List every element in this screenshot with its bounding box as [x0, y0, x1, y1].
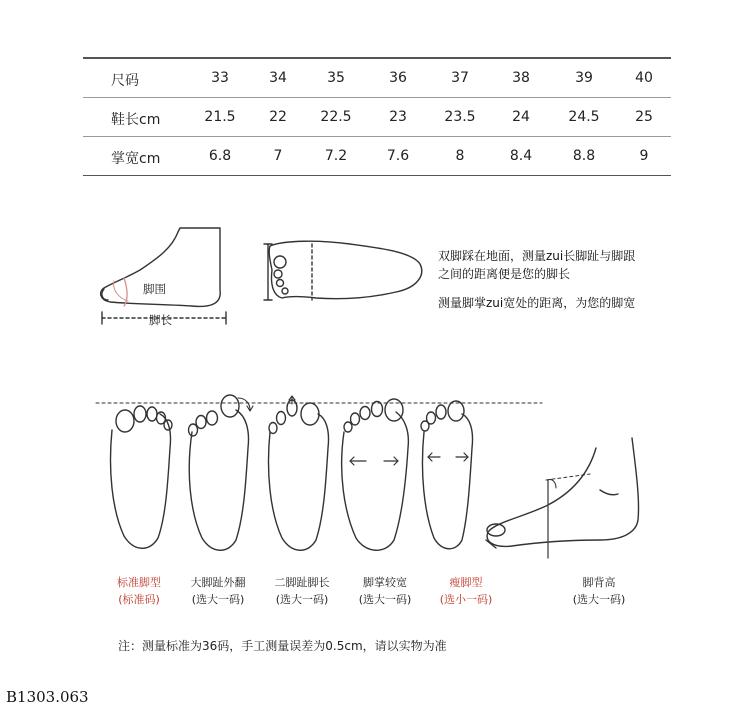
caption-slim-foot [424, 574, 508, 608]
table-cell: 6.8 [208, 147, 232, 164]
table-cell: 8 [455, 147, 465, 164]
table-cell: 8.4 [509, 147, 533, 164]
length-label: 脚长 [149, 313, 172, 327]
table-cell: 33 [211, 69, 229, 86]
caption-bunion-foot [176, 574, 260, 608]
top-foot-measure-illustration [264, 241, 422, 300]
caption-high-instep-foot [557, 574, 641, 608]
measurement-note: 注：测量标准为36码，手工测量误差为0.5cm，请以实物为准 [118, 639, 447, 653]
table-cell: 34 [269, 69, 287, 86]
table-cell: 23.5 [444, 108, 476, 125]
foot-type-advice: (选大一码) [275, 593, 329, 606]
foot-type-name: 脚背高 [582, 576, 616, 589]
table-cell: 21.5 [204, 108, 236, 125]
table-cell: 8.8 [572, 147, 596, 164]
table-cell: 7.6 [386, 147, 410, 164]
foot-type-advice: (选大一码) [191, 593, 245, 606]
table-cell: 35 [327, 69, 345, 86]
table-cell: 24.5 [568, 108, 600, 125]
table-cell: 36 [389, 69, 407, 86]
instruction-width: 测量脚掌zui宽处的距离，为您的脚宽 [438, 296, 636, 310]
caption-long-second-toe-foot [260, 574, 344, 608]
table-cell: 40 [635, 69, 653, 86]
slim-foot-illustration [421, 401, 473, 549]
table-cell: 22.5 [320, 108, 352, 125]
girth-label: 脚围 [143, 282, 166, 296]
foot-type-name: 瘦脚型 [449, 576, 483, 589]
table-cell: 24 [512, 108, 530, 125]
caption-wide-foot [343, 574, 427, 608]
high-instep-foot-illustration [486, 438, 639, 558]
table-cell: 38 [512, 69, 530, 86]
bunion-foot-illustration [189, 395, 254, 550]
table-cell: 7.2 [324, 147, 348, 164]
long-second-toe-foot-illustration [269, 396, 329, 550]
wide-foot-illustration [342, 399, 409, 550]
row-header: 鞋长cm [111, 111, 161, 128]
foot-type-name: 大脚趾外翻 [190, 576, 246, 589]
side-foot-measure-illustration [101, 228, 226, 324]
table-cell: 22 [269, 108, 287, 125]
foot-type-name: 标准脚型 [117, 576, 161, 589]
row-header: 掌宽cm [111, 150, 161, 167]
caption-standard-foot [97, 574, 181, 608]
row-header: 尺码 [111, 72, 139, 89]
foot-type-advice: (选大一码) [358, 593, 412, 606]
foot-type-name: 脚掌较宽 [363, 576, 407, 589]
table-cell: 37 [451, 69, 469, 86]
table-cell: 25 [635, 108, 653, 125]
table-cell: 39 [575, 69, 593, 86]
standard-foot-illustration [111, 406, 173, 548]
foot-type-advice: (标准码) [118, 593, 160, 606]
instruction-length-line2: 之间的距离便是您的脚长 [438, 267, 571, 281]
table-cell: 23 [389, 108, 407, 125]
table-cell: 9 [639, 147, 649, 164]
product-code: B1303.063 [6, 688, 89, 706]
foot-type-name: 二脚趾脚长 [274, 576, 330, 589]
table-cell: 7 [273, 147, 283, 164]
foot-type-advice: (选大一码) [572, 593, 626, 606]
foot-type-advice: (选小一码) [439, 593, 493, 606]
instruction-length-line1: 双脚踩在地面，测量zui长脚趾与脚跟 [438, 249, 636, 263]
